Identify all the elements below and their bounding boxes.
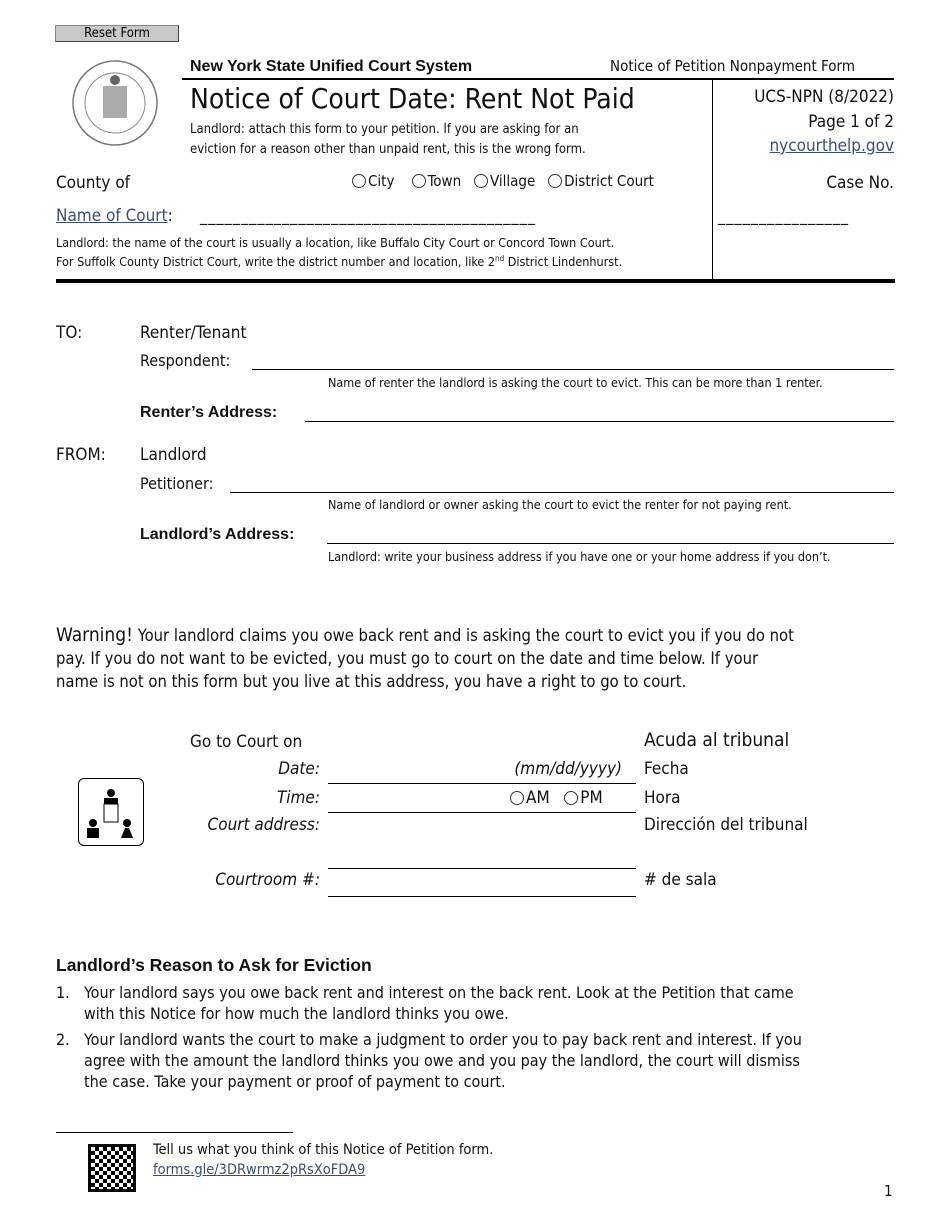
date-field[interactable]	[328, 783, 636, 784]
county-label: County of	[56, 173, 131, 193]
radio-am[interactable]: AM	[510, 788, 550, 808]
feedback-text: Tell us what you think of this Notice of Petition form.	[153, 1142, 494, 1158]
reason-1: 1.	[56, 983, 70, 1002]
reason-1-text: Your landlord says you owe back rent and interest on the back rent. Look at the Petition that came with this Notice for how much the landlord thinks you owe.	[84, 983, 794, 1023]
respondent-field[interactable]	[252, 369, 894, 370]
reason-2-text: Your landlord wants the court to make a judgment to order you to pay back rent and interest. If you agree with the amount the landlord thinks you owe and you pay the landlord, the court will dismiss the case. Take your payment or proof of payment to court.	[84, 1030, 802, 1091]
renter-address-field[interactable]	[305, 421, 894, 422]
radio-town[interactable]: Town	[412, 172, 462, 190]
courtroom-label-es: # de sala	[644, 870, 717, 890]
radio-village[interactable]: Village	[474, 172, 535, 190]
page-title: Notice of Court Date: Rent Not Paid	[190, 82, 635, 115]
court-address-label-es: Dirección del tribunal	[644, 815, 808, 835]
from-label: FROM:	[56, 445, 106, 465]
time-field[interactable]	[328, 812, 636, 813]
website-link[interactable]: nycourthelp.gov	[769, 136, 894, 156]
reason-2: 2.	[56, 1030, 70, 1049]
page-number: 1	[884, 1182, 893, 1200]
page-indicator: Page 1 of 2	[808, 112, 894, 132]
court-note-1: Landlord: the name of the court is usually a location, like Buffalo City Court or Concord Town Court.	[56, 235, 615, 250]
respondent-hint: Name of renter the landlord is asking the court to evict. This can be more than 1 renter.	[328, 375, 823, 390]
to-label: TO:	[56, 323, 83, 343]
petitioner-field[interactable]	[230, 492, 894, 493]
court-address-field[interactable]	[328, 868, 636, 869]
reasons-heading: Landlord’s Reason to Ask for Eviction	[56, 955, 372, 975]
radio-pm[interactable]: PM	[564, 788, 602, 808]
reset-form-button[interactable]: Reset Form	[55, 25, 179, 42]
time-label-es: Hora	[644, 788, 681, 808]
instruction-1: Landlord: attach this form to your petition. If you are asking for an	[190, 122, 579, 137]
petitioner-label: Petitioner:	[140, 474, 214, 493]
court-name-field[interactable]: _________________________________________	[200, 206, 537, 225]
landlord-address-hint: Landlord: write your business address if you have one or your home address if you don’t.	[328, 549, 831, 564]
courtroom-label: Courtroom #:	[215, 870, 320, 890]
case-number-label: Case No.	[826, 173, 894, 193]
renter-role: Renter/Tenant	[140, 323, 247, 343]
landlord-role: Landlord	[140, 445, 207, 465]
feedback-link[interactable]: forms.gle/3DRwrmz2pRsXoFDA9	[153, 1162, 366, 1178]
court-note-2: For Suffolk County District Court, write the district number and location, like 2nd District Lindenhurst.	[56, 254, 623, 270]
go-to-court-heading: Go to Court on	[190, 732, 303, 752]
instruction-2: eviction for a reason other than unpaid rent, this is the wrong form.	[190, 142, 586, 157]
landlord-address-label: Landlord’s Address:	[140, 526, 295, 543]
petitioner-hint: Name of landlord or owner asking the court to evict the renter for not paying rent.	[328, 497, 792, 512]
courtroom-icon	[78, 778, 144, 846]
go-to-court-heading-es: Acuda al tribunal	[644, 729, 790, 751]
date-label-es: Fecha	[644, 759, 689, 779]
name-of-court-link[interactable]: Name of Court	[56, 206, 168, 226]
court-address-label: Court address:	[207, 815, 320, 835]
form-code: UCS-NPN (8/2022)	[754, 87, 894, 107]
case-number-field[interactable]: ________________	[718, 206, 850, 225]
time-label: Time:	[276, 788, 320, 808]
renter-address-label: Renter’s Address:	[140, 404, 278, 421]
landlord-address-field[interactable]	[327, 543, 894, 544]
colon: :	[167, 206, 173, 226]
respondent-label: Respondent:	[140, 351, 231, 370]
court-type-group	[352, 172, 654, 190]
divider	[56, 279, 895, 283]
date-format: (mm/dd/yyyy)	[514, 759, 622, 779]
radio-district-court[interactable]: District Court	[548, 172, 654, 190]
qr-code[interactable]	[88, 1144, 136, 1192]
form-name: Notice of Petition Nonpayment Form	[610, 57, 855, 75]
warning-text: Warning! Your landlord claims you owe back rent and is asking the court to evict you if you do not pay. If you do not want to be evicted, you must go to court on the date and time below. If your name is not on this form but you live at this address, you have a right to go to court.	[56, 624, 794, 691]
ny-seal-logo	[70, 58, 160, 148]
date-label: Date:	[278, 759, 320, 779]
radio-city[interactable]: City	[352, 172, 394, 190]
courtroom-field[interactable]	[328, 896, 636, 897]
org-name: New York State Unified Court System	[190, 58, 473, 75]
